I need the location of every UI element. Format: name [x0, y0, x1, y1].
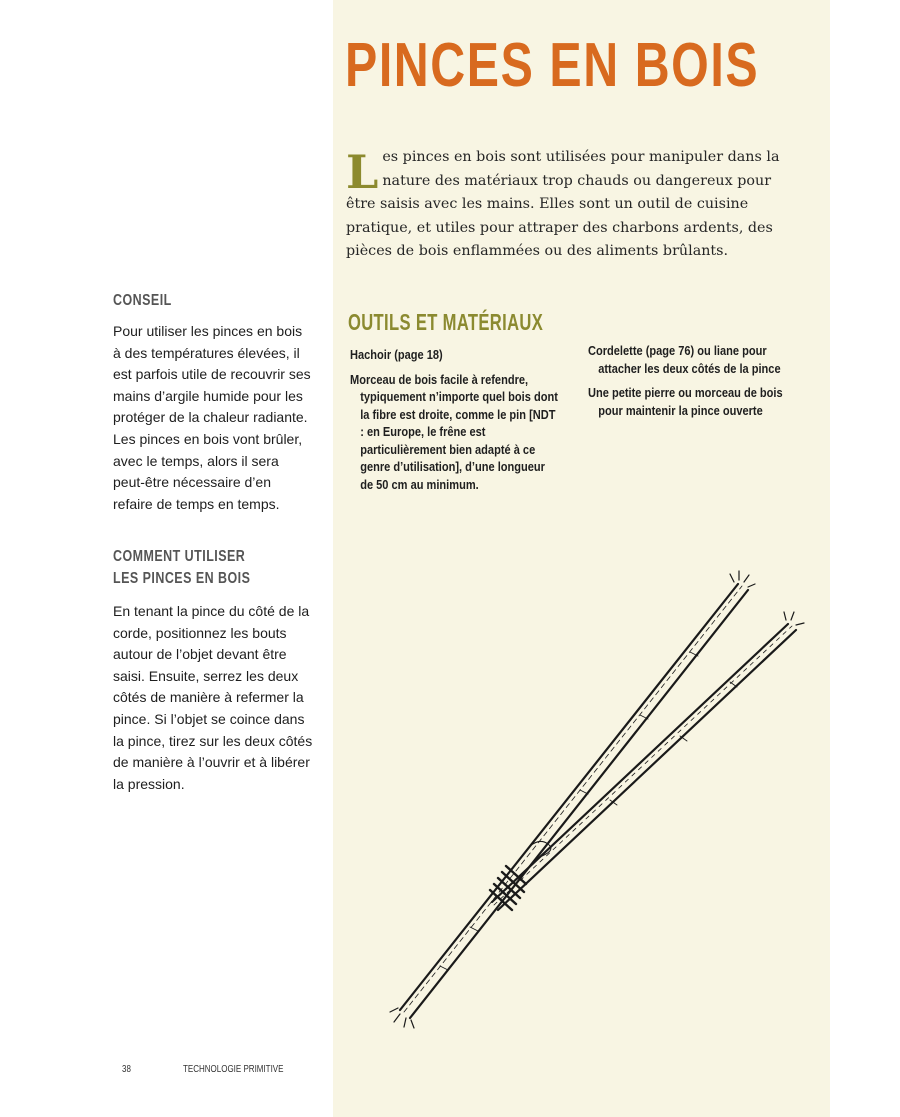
tools-list-left — [350, 346, 558, 500]
intro-text: es pinces en bois sont utilisées pour manipuler dans la nature des matériaux trop chauds ou dangereux pour être saisis avec les mains. Elles sont un outil de cuisine pratique, et utiles pour attraper des charbons ardents, des pièces de bois enflammées ou des aliments brûlants. — [346, 149, 780, 259]
tools-list-right — [588, 342, 805, 426]
tool-item: Une petite pierre ou morceau de bois pour maintenir la pince ouverte — [588, 385, 783, 418]
tool-item: Cordelette (page 76) ou liane pour attacher les deux côtés de la pince — [588, 343, 781, 376]
running-footer: TECHNOLOGIE PRIMITIVE — [183, 1064, 284, 1075]
tools-heading: OUTILS ET MATÉRIAUX — [348, 309, 544, 335]
page-title: PINCES EN BOIS — [345, 31, 760, 100]
tool-item: Morceau de bois facile à refendre, typiquement n’importe quel bois dont la fibre est droite, comme le pin [NDT : en Europe, le frêne est particulièrement bien adapté à ce genre d’utilisation], d’une longueur de 50 cm au minimum. — [350, 371, 558, 492]
howto-text: En tenant la pince du côté de la corde, positionnez les bouts autour de l’objet devant être saisi. Ensuite, serrez les deux côtés de manière à refermer la pince. Si l’objet se coince dans la pince, tirez sur les deux côtés de manière à l’ouvrir et à libérer la pression. — [113, 603, 313, 792]
tip-heading: CONSEIL — [113, 292, 172, 309]
tool-item: Hachoir (page 18) — [350, 347, 443, 362]
page-number: 38 — [122, 1064, 131, 1075]
drop-cap: L — [346, 145, 379, 199]
intro-paragraph — [346, 146, 804, 264]
wooden-tongs-illustration — [380, 570, 810, 1040]
tip-text: Pour utiliser les pinces en bois à des températures élevées, il est parfois utile de recouvrir ses mains d’argile humide pour les protéger de la chaleur radiante. Les pinces en bois vont brûler, avec le temps, alors il sera peut-être nécessaire d’en refaire de temps en temps. — [113, 323, 311, 512]
howto-heading: COMMENT UTILISER LES PINCES EN BOIS — [113, 548, 251, 587]
